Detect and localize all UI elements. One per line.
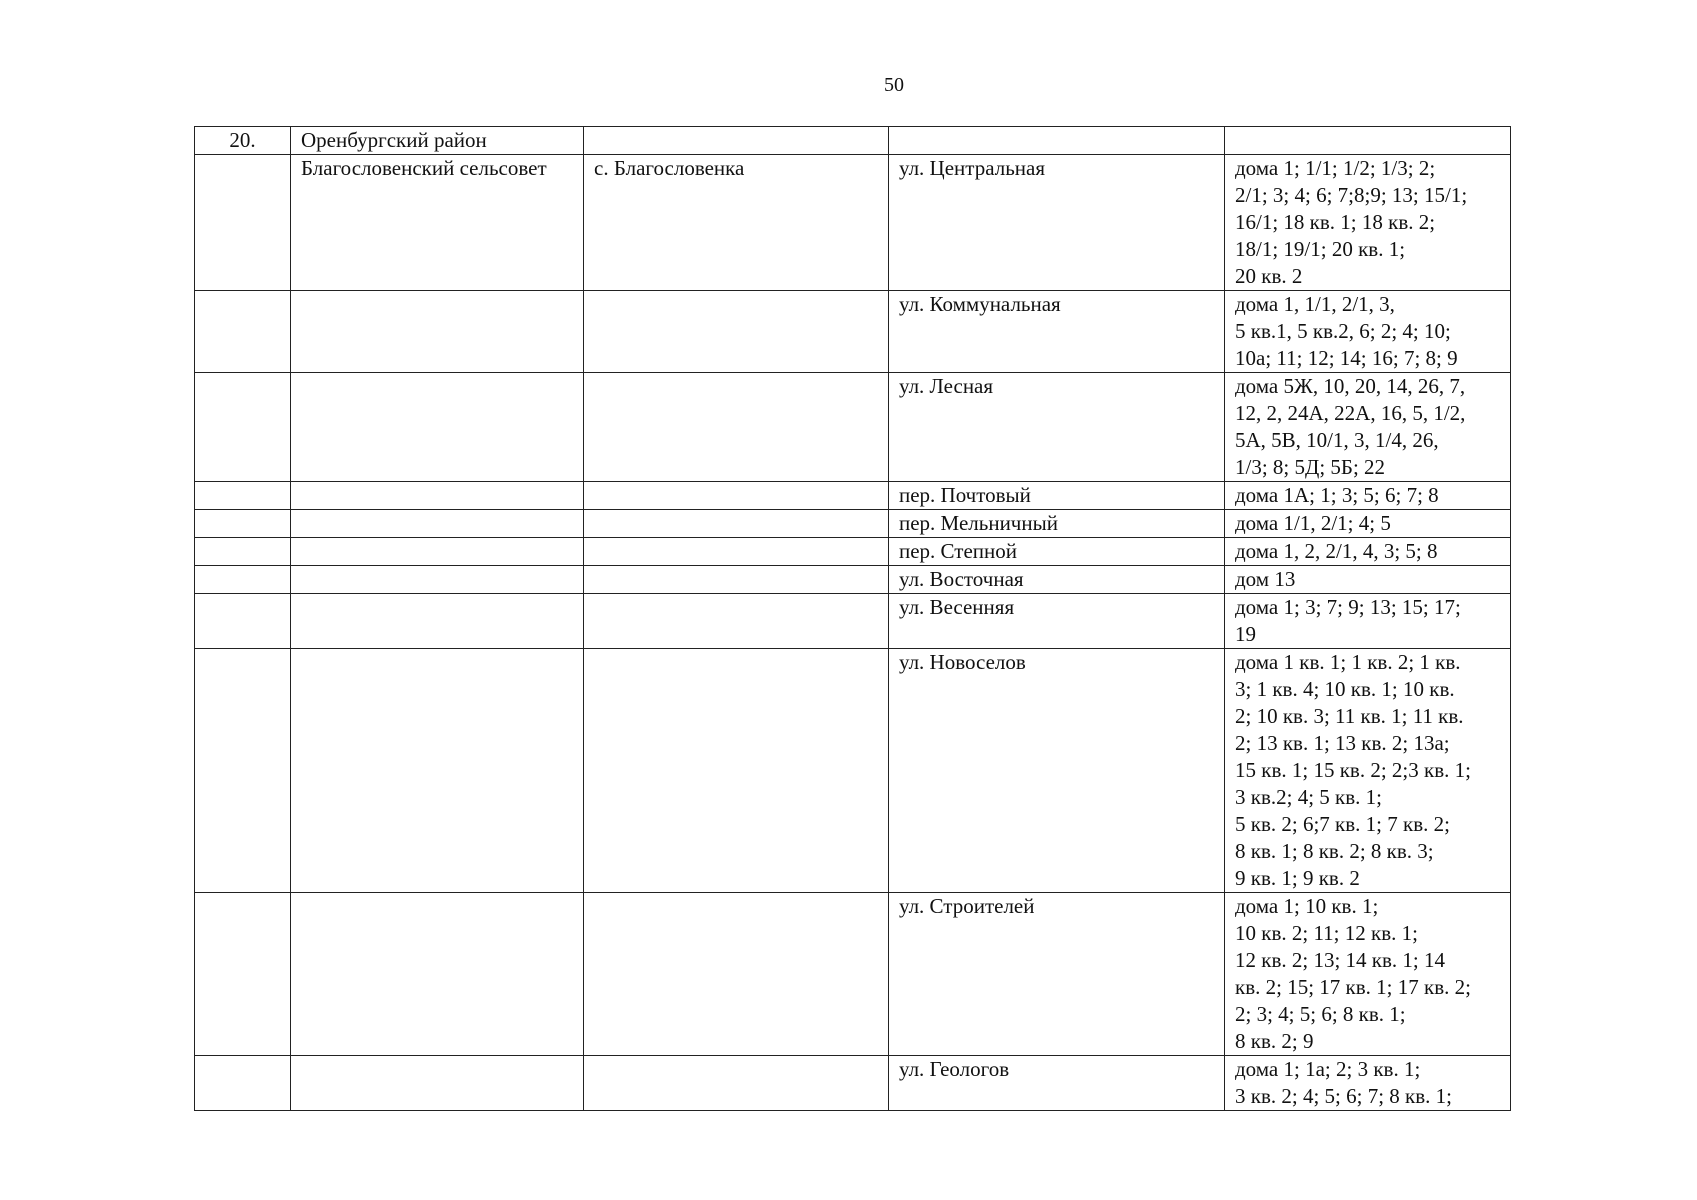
street-cell: пер. Степной [889, 538, 1225, 566]
district-header-row [195, 127, 1511, 155]
settlement-cell [584, 482, 889, 510]
street-cell: ул. Строителей [889, 893, 1225, 1056]
district-name: Оренбургский район [291, 127, 584, 155]
houses-cell: дома 1, 2, 2/1, 4, 3; 5; 8 [1225, 538, 1511, 566]
page-number: 50 [884, 74, 904, 96]
council-cell [291, 538, 584, 566]
street-cell: пер. Почтовый [889, 482, 1225, 510]
council-cell [291, 649, 584, 893]
settlement-cell [584, 893, 889, 1056]
table-row [195, 510, 1511, 538]
table-row [195, 373, 1511, 482]
houses-cell: дома 5Ж, 10, 20, 14, 26, 7, 12, 2, 24А, 22А, 16, 5, 1/2, 5А, 5В, 10/1, 3, 1/4, 26, 1/3; 8; 5Д; 5Б; 22 [1225, 373, 1511, 482]
table-row [195, 291, 1511, 373]
street-cell: ул. Лесная [889, 373, 1225, 482]
houses-cell: дома 1; 1а; 2; 3 кв. 1; 3 кв. 2; 4; 5; 6; 7; 8 кв. 1; [1225, 1056, 1511, 1111]
street-cell: ул. Новоселов [889, 649, 1225, 893]
table-row [195, 566, 1511, 594]
council-cell [291, 291, 584, 373]
street-cell: пер. Мельничный [889, 510, 1225, 538]
houses-cell: дома 1; 10 кв. 1; 10 кв. 2; 11; 12 кв. 1; 12 кв. 2; 13; 14 кв. 1; 14 кв. 2; 15; 17 кв. 1; 17 кв. 2; 2; 3; 4; 5; 6; 8 кв. 1; 8 кв. 2; 9 [1225, 893, 1511, 1056]
houses-cell: дома 1А; 1; 3; 5; 6; 7; 8 [1225, 482, 1511, 510]
street-cell: ул. Восточная [889, 566, 1225, 594]
street-cell: ул. Геологов [889, 1056, 1225, 1111]
settlement-cell: с. Благословенка [584, 155, 889, 291]
settlement-cell [584, 510, 889, 538]
table-row [195, 594, 1511, 649]
council-cell [291, 566, 584, 594]
council-cell [291, 893, 584, 1056]
settlement-cell [584, 373, 889, 482]
street-cell: ул. Коммунальная [889, 291, 1225, 373]
houses-cell: дома 1; 3; 7; 9; 13; 15; 17; 19 [1225, 594, 1511, 649]
table-row [195, 1056, 1511, 1111]
table-row [195, 538, 1511, 566]
settlement-cell [584, 538, 889, 566]
settlement-cell [584, 1056, 889, 1111]
table-row [195, 649, 1511, 893]
council-cell [291, 482, 584, 510]
table-row [195, 155, 1511, 291]
settlement-cell [584, 291, 889, 373]
council-cell [291, 510, 584, 538]
address-table [194, 126, 1511, 1111]
houses-cell: дома 1; 1/1; 1/2; 1/3; 2; 2/1; 3; 4; 6; 7;8;9; 13; 15/1; 16/1; 18 кв. 1; 18 кв. 2; 18/1; 19/1; 20 кв. 1; 20 кв. 2 [1225, 155, 1511, 291]
council-cell [291, 373, 584, 482]
settlement-cell [584, 566, 889, 594]
table-row [195, 482, 1511, 510]
row-number: 20. [195, 127, 291, 155]
council-cell [291, 594, 584, 649]
settlement-cell [584, 649, 889, 893]
council-cell [291, 1056, 584, 1111]
table-row [195, 893, 1511, 1056]
street-cell: ул. Центральная [889, 155, 1225, 291]
council-cell: Благословенский сельсовет [291, 155, 584, 291]
houses-cell: дома 1, 1/1, 2/1, 3, 5 кв.1, 5 кв.2, 6; 2; 4; 10; 10а; 11; 12; 14; 16; 7; 8; 9 [1225, 291, 1511, 373]
street-cell: ул. Весенняя [889, 594, 1225, 649]
houses-cell: дома 1/1, 2/1; 4; 5 [1225, 510, 1511, 538]
houses-cell: дом 13 [1225, 566, 1511, 594]
settlement-cell [584, 594, 889, 649]
houses-cell: дома 1 кв. 1; 1 кв. 2; 1 кв. 3; 1 кв. 4; 10 кв. 1; 10 кв. 2; 10 кв. 3; 11 кв. 1; 11 кв. 2; 13 кв. 1; 13 кв. 2; 13а; 15 кв. 1; 15 кв. 2; 2;3 кв. 1; 3 кв.2; 4; 5 кв. 1; 5 кв. 2; 6;7 кв. 1; 7 кв. 2; 8 кв. 1; 8 кв. 2; 8 кв. 3; 9 кв. 1; 9 кв. 2 [1225, 649, 1511, 893]
